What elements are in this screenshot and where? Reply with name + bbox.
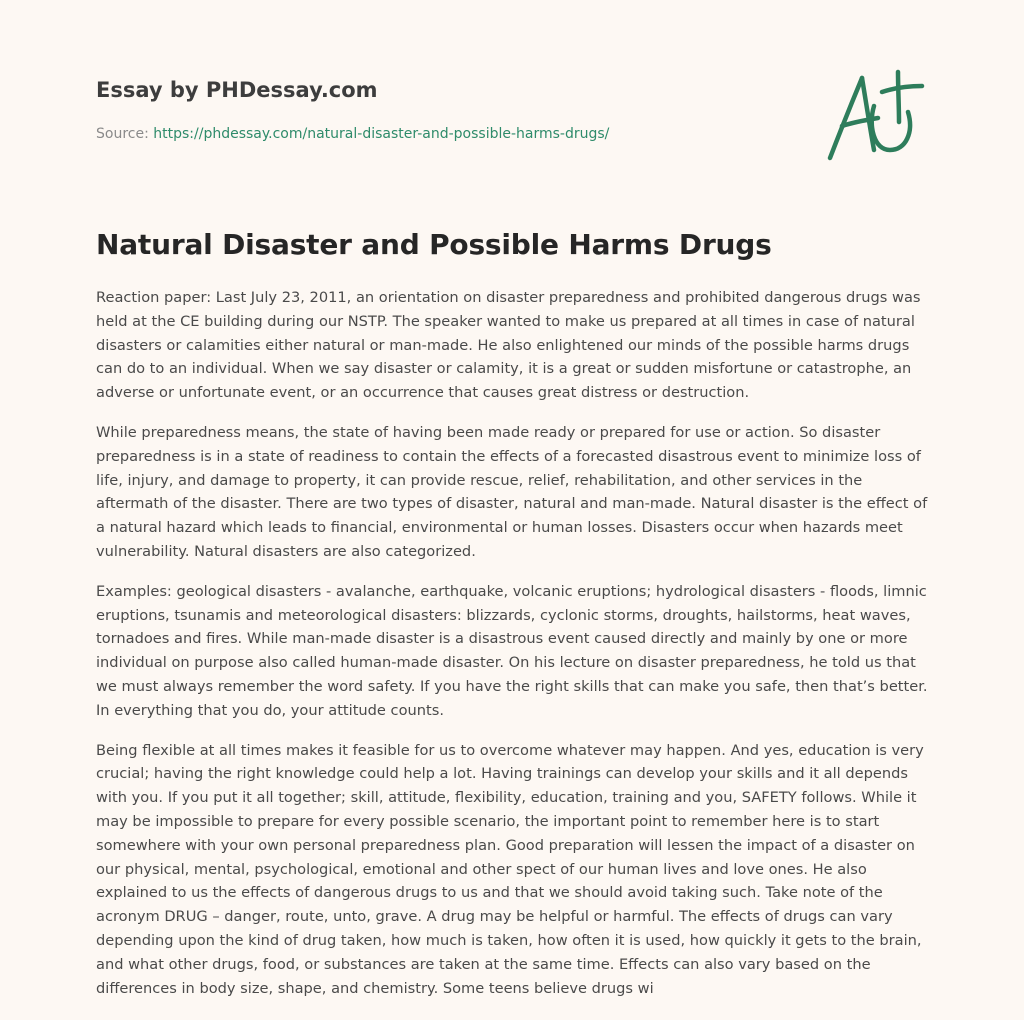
a-plus-logo-icon — [822, 66, 926, 166]
page-title: Natural Disaster and Possible Harms Drugs — [96, 228, 772, 261]
paragraph-1: Reaction paper: Last July 23, 2011, an orientation on disaster preparedness and prohibited dangerous drugs was held at the CE building during our NSTP. The speaker wanted to make us prepared at all times in case of natural disasters or calamities either natural or man-made. He also enlightened our minds of the possible harms drugs can do to an individual. When we say disaster or calamity, it is a great or sudden misfortune or catastrophe, an adverse or unfortunate event, or an occurrence that causes great distress or destruction. — [96, 289, 921, 402]
source-link[interactable]: https://phdessay.com/natural-disaster-and-possible-harms-drugs/ — [153, 126, 610, 142]
paragraph-2: While preparedness means, the state of having been made ready or prepared for use or action. So disaster preparedness is in a state of readiness to contain the effects of a forecasted disastrous event to minimize loss of life, injury, and damage to property, it can provide rescue, relief, rehabilitation, and other services in the aftermath of the disaster. There are two types of disaster, natural and man-made. Natural disaster is the effect of a natural hazard which leads to financial, environmental or human losses. Disasters occur when hazards meet vulnerability. Natural disasters are also categorized. — [96, 423, 928, 560]
source-line — [96, 124, 796, 144]
page-header — [96, 76, 796, 144]
article-body — [96, 286, 930, 1016]
paragraph-3: Examples: geological disasters - avalanche, earthquake, volcanic eruptions; hydrological disasters - floods, limnic eruptions, tsunamis and meteorological disasters: blizzards, cyclonic storms, droughts, hailstorms, heat waves, tornadoes and fires. While man-made disaster is a disastrous event caused directly and mainly by one or more individual on purpose also called human-made disaster. On his lecture on disaster preparedness, he told us that we must always remember the word safety. If you have the right skills that can make you safe, then that’s better. In everything that you do, your attitude counts. — [96, 582, 928, 719]
source-label: Source: — [96, 126, 154, 142]
paragraph-4: Being flexible at all times makes it feasible for us to overcome whatever may happen. And yes, education is very crucial; having the right knowledge could help a lot. Having trainings can develop your skills and it all depends with you. If you put it all together; skill, attitude, flexibility, education, training and you, SAFETY follows. While it may be impossible to prepare for every possible scenario, the important point to remember here is to start somewhere with your own personal preparedness plan. Good preparation will lessen the impact of a disaster on our physical, mental, psychological, emotional and other spect of our human lives and love ones. He also explained to us the effects of dangerous drugs to us and that we should avoid taking such. Take note of the acronym DRUG – danger, route, unto, grave. A drug may be helpful or harmful. The effects of drugs can vary depending upon the kind of drug taken, how much is taken, how often it is used, how quickly it gets to the brain, and what other drugs, food, or substances are taken at the same time. Effects can also vary based on the differences in body size, shape, and chemistry. Some teens believe drugs wi — [96, 741, 924, 997]
site-brand: Essay by PHDessay.com — [96, 78, 378, 102]
